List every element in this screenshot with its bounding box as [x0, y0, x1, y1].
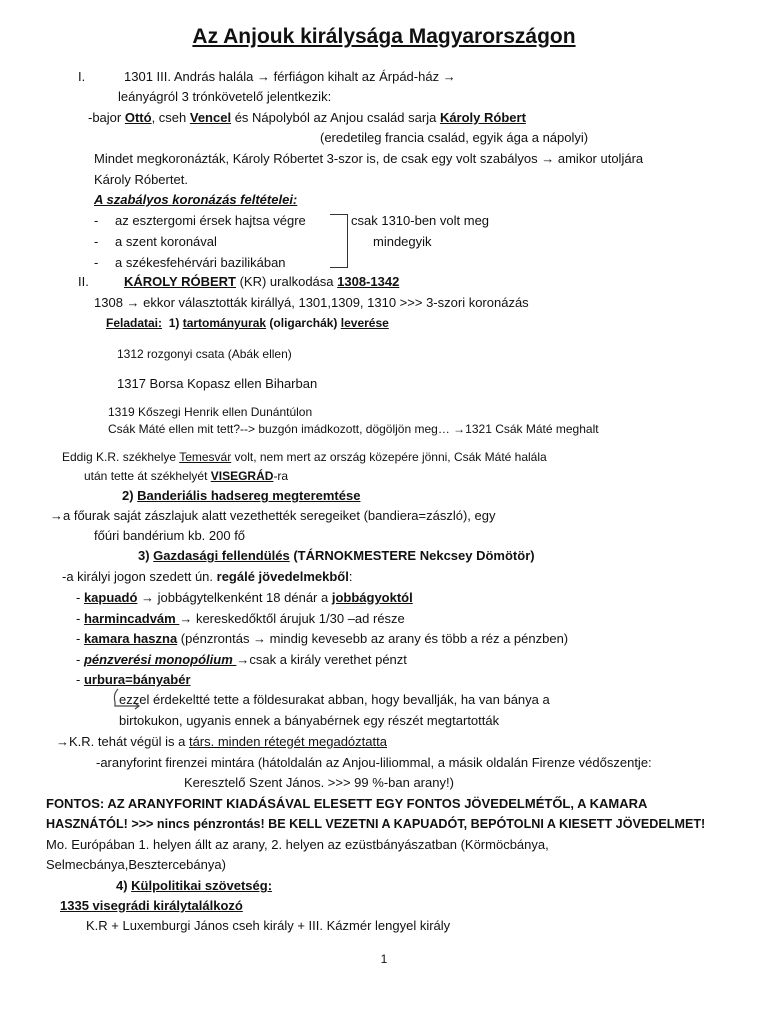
event-csak-mate: Csák Máté ellen mit tett?--> buzgón imádkozott, dögöljön meg… →1321 Csák Máté meghalt — [108, 422, 599, 436]
urbura-line-1: ezzel érdekeltté tette a földesurakat abban, hogy bevallják, ha van bánya a — [119, 692, 550, 707]
task-3-heading — [138, 548, 535, 564]
event-1312: 1312 rozgonyi csata (Abák ellen) — [117, 347, 292, 361]
task-2-line-2: főúri bandérium kb. 200 fő — [94, 528, 246, 543]
s2-heading — [124, 274, 399, 290]
condition-bullet-3: - — [94, 255, 99, 270]
item-dash: - — [76, 611, 84, 626]
claimant-vencel: Vencel — [189, 110, 232, 125]
regale-b: regálé jövedelmekből — [216, 569, 349, 584]
item-term-2: jobbágyoktól — [331, 590, 413, 605]
section-1-number: I. — [78, 69, 86, 84]
s1-line-3-c: és Nápolyból az Anjou család sarja — [231, 110, 440, 125]
item-rest: → jobbágytelkenként 18 dénár a — [137, 590, 332, 605]
seat-line-1-a: Eddig K.R. székhelye — [62, 450, 180, 464]
visegrad-kings: K.R + Luxemburgi János cseh király + III. Kázmér lengyel király — [86, 918, 451, 933]
item-dash: - — [76, 590, 84, 605]
seat-line-2 — [84, 468, 288, 484]
page-number: 1 — [380, 952, 388, 966]
florin-line-1: -aranyforint firenzei mintára (hátoldalán az Anjou-liliommal, a másik oldalán Firenze védőszentje: — [96, 755, 652, 770]
s2-heading-years: 1308-1342 — [337, 274, 400, 289]
item-term: kamara haszna — [83, 631, 178, 646]
regale-item-harmincadvam — [76, 611, 405, 627]
tax-a: →K.R. tehát végül is a — [56, 734, 189, 749]
item-term: harmincadvám — [83, 611, 180, 626]
s1-line-4: (eredetileg francia család, egyik ága a nápolyi) — [320, 130, 589, 145]
task-2-title: Banderiális hadsereg megteremtése — [137, 488, 361, 503]
task-3-number: 3) — [138, 548, 154, 563]
item-term: pénzverési monopólium — [83, 652, 237, 667]
task-1-b: (oligarchák) — [266, 316, 341, 330]
item-term: urbura=bányabér — [83, 672, 191, 687]
regale-a: -a királyi jogon szedett ún. — [62, 569, 217, 584]
seat-visegrad: VISEGRÁD — [210, 469, 274, 483]
item-rest: → kereskedőktől árujuk 1/30 –ad része — [179, 611, 405, 626]
seat-line-2-a: után tette át székhelyét — [84, 469, 211, 483]
s2-heading-name: KÁROLY RÓBERT — [124, 274, 236, 289]
task-3-title: Gazdasági fellendülés — [153, 548, 290, 563]
task-2-number: 2) — [122, 488, 138, 503]
seat-line-1 — [62, 449, 547, 465]
condition-2: a szent koronával — [115, 234, 217, 249]
item-rest: →csak a király verethet pénzt — [236, 652, 407, 667]
regale-line — [62, 569, 353, 585]
item-dash: - — [76, 631, 84, 646]
section-2-number: II. — [78, 274, 89, 289]
condition-note-1: csak 1310-ben volt meg — [351, 213, 490, 228]
seat-line-1-c: volt, nem mert az ország közepére jönni, Csák Máté halála — [231, 450, 547, 464]
conditions-heading: A szabályos koronázás feltételei: — [94, 192, 298, 207]
condition-1: az esztergomi érsek hajtsa végre — [115, 213, 306, 228]
s1-line-3-a: -bajor — [88, 110, 125, 125]
task-4-title: Külpolitikai szövetség: — [131, 878, 273, 893]
condition-bullet-1: - — [94, 213, 99, 228]
page-title: Az Anjouk királysága Magyarországon — [192, 25, 576, 48]
claimant-karoly: Károly Róbert — [439, 110, 526, 125]
task-1-a: tartományurak — [182, 316, 267, 330]
regale-item-penzveres — [76, 652, 407, 668]
urbura-line-2: birtokukon, ugyanis ennek a bányabérnek egy részét megtartották — [119, 713, 500, 728]
s1-line-1: 1301 III. András halála → férfiágon kihalt az Árpád-ház → — [124, 69, 456, 84]
regale-item-urbura — [76, 672, 191, 688]
tasks-label: Feladatai: — [106, 316, 163, 330]
event-1317: 1317 Borsa Kopasz ellen Biharban — [117, 376, 318, 391]
s1-line-2: leányágról 3 trónkövetelő jelentkezik: — [118, 89, 332, 104]
task-4-number: 4) — [116, 878, 132, 893]
mining-line-1: Mo. Európában 1. helyen állt az arany, 2. helyen az ezüstbányászatban (Körmöcbánya, — [46, 837, 549, 852]
event-1319: 1319 Kőszegi Henrik ellen Dunántúlon — [108, 405, 313, 419]
task-1-number: 1) — [168, 316, 183, 330]
caps-line-1: FONTOS: AZ ARANYFORINT KIADÁSÁVAL ELESETT EGY FONTOS JÖVEDELMÉTŐL, A KAMARA — [46, 796, 648, 811]
item-dash: - — [76, 652, 84, 667]
s1-line-3-b: , cseh — [151, 110, 190, 125]
claimant-otto: Ottó — [124, 110, 152, 125]
regale-item-kapuado — [76, 590, 413, 606]
tax-b: társ. minden rétegét megadóztatta — [188, 734, 387, 749]
task-1-c: leverése — [340, 316, 389, 330]
caps-line-2: HASZNÁTÓL! >>> nincs pénzrontás! BE KELL VEZETNI A KAPUADÓT, BEPÓTOLNI A KIESETT JÖVEDELMET! — [46, 817, 706, 831]
regale-c: : — [348, 569, 353, 584]
tax-line — [56, 734, 387, 750]
s1-line-6: Károly Róbertet. — [94, 172, 188, 187]
task-4-heading — [116, 878, 272, 894]
seat-line-2-c: -ra — [273, 469, 289, 483]
s1-line-3 — [88, 110, 526, 126]
s2-heading-mid: (KR) uralkodása — [235, 274, 338, 289]
item-rest: (pénzrontás → mindig kevesebb az arany és több a réz a pénzben) — [177, 631, 569, 646]
tasks-line — [106, 315, 389, 331]
task-2-line-1: →a főurak saját zászlajuk alatt vezethették seregeiket (bandiera=zászló), egy — [50, 508, 496, 523]
conditions-bracket — [330, 214, 348, 268]
florin-line-2: Keresztelő Szent János. >>> 99 %-ban arany!) — [184, 775, 454, 790]
task-2-heading — [122, 488, 360, 504]
s2-line-1: 1308 → ekkor választották királlyá, 1301,1309, 1310 >>> 3-szori koronázás — [94, 295, 529, 310]
s1-line-5: Mindet megkoronázták, Károly Róbertet 3-szor is, de csak egy volt szabályos → amikor utoljára — [94, 151, 644, 166]
task-3-note: (TÁRNOKMESTERE Nekcsey Dömötör) — [289, 548, 535, 563]
condition-3: a székesfehérvári bazilikában — [115, 255, 286, 270]
visegrad-meeting: 1335 visegrádi királytalálkozó — [60, 898, 243, 913]
seat-temesvar: Temesvár — [179, 450, 232, 464]
regale-item-kamara — [76, 631, 568, 647]
condition-note-2: mindegyik — [373, 234, 432, 249]
condition-bullet-2: - — [94, 234, 99, 249]
item-term: kapuadó — [83, 590, 138, 605]
item-dash: - — [76, 672, 84, 687]
mining-line-2: Selmecbánya,Besztercebánya) — [46, 857, 226, 872]
